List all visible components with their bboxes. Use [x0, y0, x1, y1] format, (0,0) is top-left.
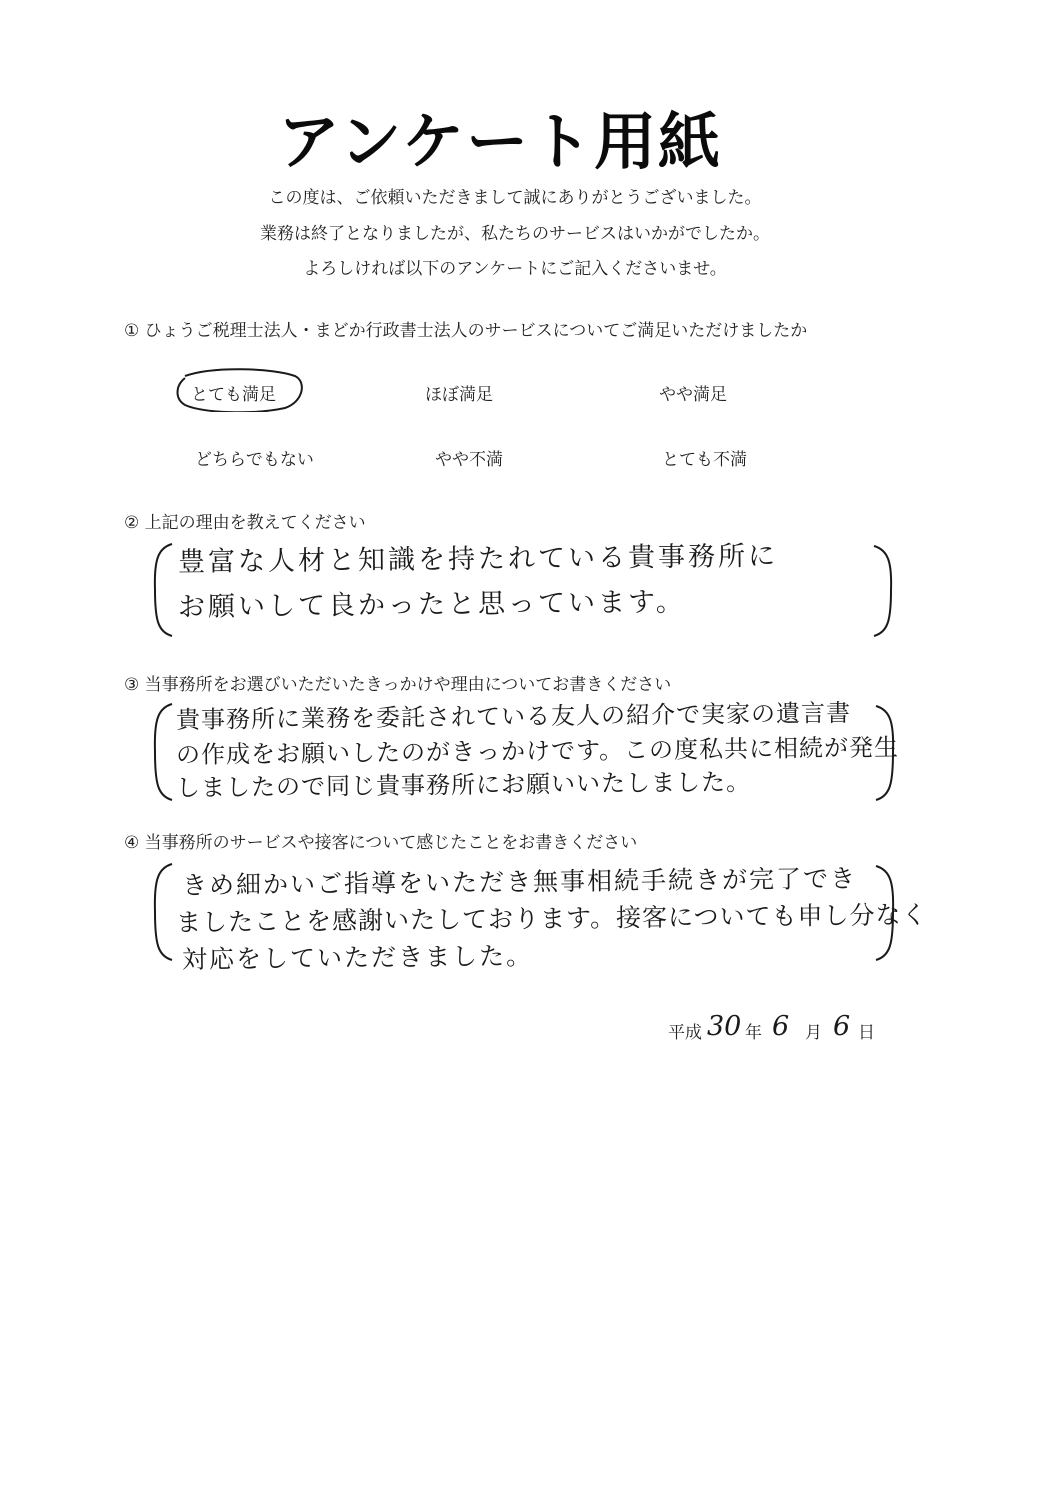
- answer-2-line-2: お願いして良かったと思っています。: [177, 586, 687, 623]
- question-1-title: ① ひょうご税理士法人・まどか行政書士法人のサービスについてご満足いただけましたか: [124, 321, 808, 341]
- question-3-title: ③ 当事務所をお選びいただいたきっかけや理由についてお書きください: [124, 675, 672, 695]
- option-somewhat-satisfied[interactable]: やや満足: [659, 385, 727, 405]
- answer-3-line-1: 貴事務所に業務を委託されている友人の紹介で実家の遺言書: [175, 698, 852, 734]
- question-2-title: ② 上記の理由を教えてください: [124, 513, 366, 533]
- form-title: アンケート用紙: [277, 105, 723, 178]
- answer-4-line-3: 対応をしていただきました。: [181, 941, 534, 974]
- answer-3-line-3: しましたので同じ貴事務所にお願いいたしました。: [175, 767, 752, 802]
- date-era: 平成: [668, 1023, 702, 1043]
- intro-line-2: 業務は終了となりましたが、私たちのサービスはいかがでしたか。: [260, 224, 770, 244]
- right-bracket: [868, 540, 898, 640]
- left-bracket: [150, 540, 180, 640]
- date-month-unit: 月: [805, 1023, 822, 1043]
- option-somewhat-dissatisfied[interactable]: やや不満: [435, 450, 503, 470]
- date-month-value: 6: [772, 1011, 790, 1042]
- answer-4-line-2: ましたことを感謝いたしております。接客についても申し分なく: [175, 900, 928, 937]
- date-day-value: 6: [833, 1011, 851, 1042]
- answer-3-line-2: の作成をお願いしたのがきっかけです。この度私共に相続が発生: [175, 733, 900, 769]
- date-day-unit: 日: [858, 1023, 875, 1043]
- answer-4-line-1: きめ細かいご指導をいただき無事相続手続きが完了でき: [181, 863, 858, 900]
- date-year-value: 30: [707, 1011, 742, 1042]
- answer-2-line-1: 豊富な人材と知識を持たれている貴事務所に: [177, 540, 779, 578]
- option-very-dissatisfied[interactable]: とても不満: [662, 450, 747, 470]
- intro-line-1: この度は、ご依頼いただきまして誠にありがとうございました。: [268, 188, 762, 208]
- date-year-unit: 年: [745, 1023, 762, 1043]
- option-mostly-satisfied[interactable]: ほぼ満足: [425, 385, 493, 405]
- option-very-satisfied[interactable]: とても満足: [191, 385, 276, 405]
- question-4-title: ④ 当事務所のサービスや接客について感じたことをお書きください: [124, 833, 638, 853]
- option-neutral[interactable]: どちらでもない: [195, 450, 314, 470]
- intro-line-3: よろしければ以下のアンケートにご記入くださいませ。: [303, 259, 727, 279]
